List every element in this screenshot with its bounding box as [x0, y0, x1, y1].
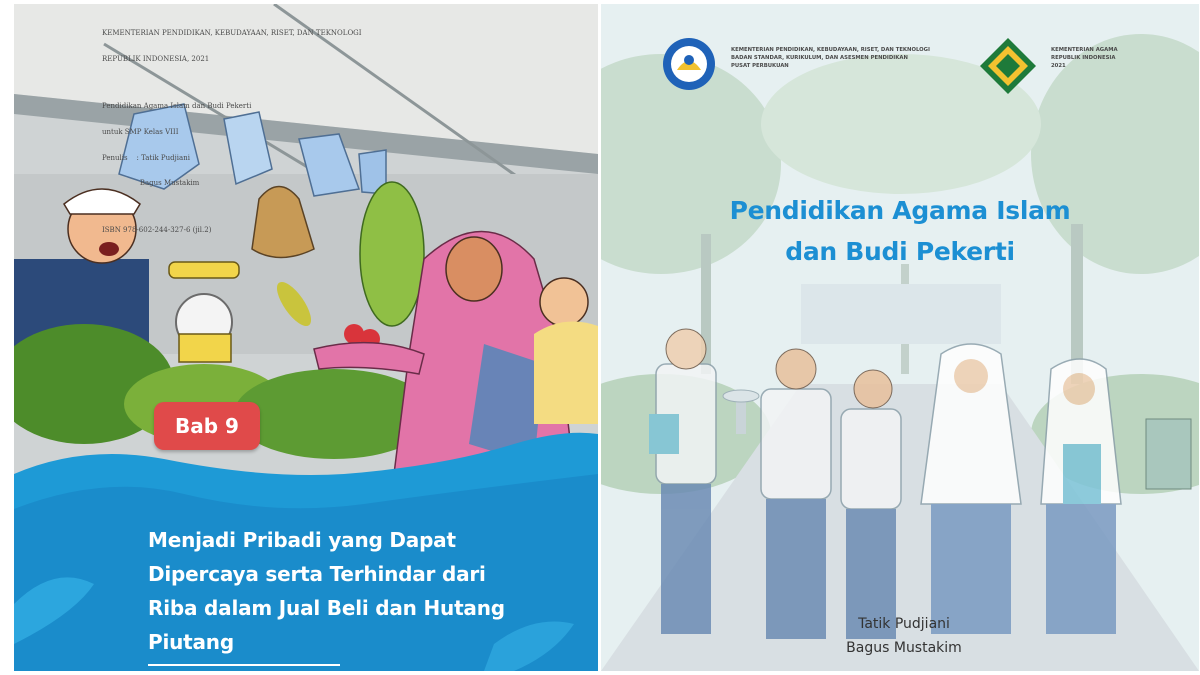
ministry-education-text	[731, 46, 930, 70]
logo-right-line: 2021	[1051, 63, 1066, 69]
book-authors	[601, 612, 1199, 660]
logo-left-line: BADAN STANDAR, KURIKULUM, DAN ASESMEN PENDIDIKAN	[731, 55, 908, 61]
chapter-opener-page	[14, 4, 598, 671]
title-underline	[148, 664, 340, 666]
author-name: Bagus Mustakim	[846, 640, 962, 656]
logo-left-line: KEMENTERIAN PENDIDIKAN, KEBUDAYAAN, RISET, DAN TEKNOLOGI	[731, 47, 930, 53]
chapter-title-line: Dipercaya serta Terhindar dari	[148, 562, 486, 586]
chapter-title-line: Piutang	[148, 630, 234, 654]
imprint-book-title: Pendidikan Agama Islam dan Budi Pekerti	[102, 101, 252, 110]
book-title-line: dan Budi Pekerti	[785, 237, 1015, 266]
logo-left-line: PUSAT PERBUKUAN	[731, 63, 789, 69]
imprint-author-2: Bagus Mustakim	[102, 179, 200, 188]
students-park-illustration	[601, 4, 1199, 671]
imprint-author-1: Penulis : Tatik Pudjiani	[102, 153, 190, 162]
imprint-publisher: KEMENTERIAN PENDIDIKAN, KEBUDAYAAN, RISET, DAN TEKNOLOGI	[102, 29, 362, 38]
book-cover-page	[601, 4, 1199, 671]
logo-right-line: KEMENTERIAN AGAMA	[1051, 47, 1118, 53]
chapter-title-line: Menjadi Pribadi yang Dapat	[148, 528, 456, 552]
chapter-title-line: Riba dalam Jual Beli dan Hutang	[148, 596, 505, 620]
imprint-grade: untuk SMP Kelas VIII	[102, 127, 179, 136]
publication-imprint	[102, 12, 362, 252]
imprint-isbn: ISBN 978-602-244-327-6 (jil.2)	[102, 226, 212, 235]
imprint-country-year: REPUBLIK INDONESIA, 2021	[102, 54, 210, 63]
logo-right-line: REPUBLIK INDONESIA	[1051, 55, 1116, 61]
book-title	[601, 190, 1199, 272]
author-name: Tatik Pudjiani	[858, 616, 950, 632]
chapter-number-badge: Bab 9	[154, 402, 260, 450]
book-title-line: Pendidikan Agama Islam	[729, 196, 1071, 225]
chapter-title	[148, 523, 588, 659]
ministry-religion-text	[1051, 46, 1118, 70]
